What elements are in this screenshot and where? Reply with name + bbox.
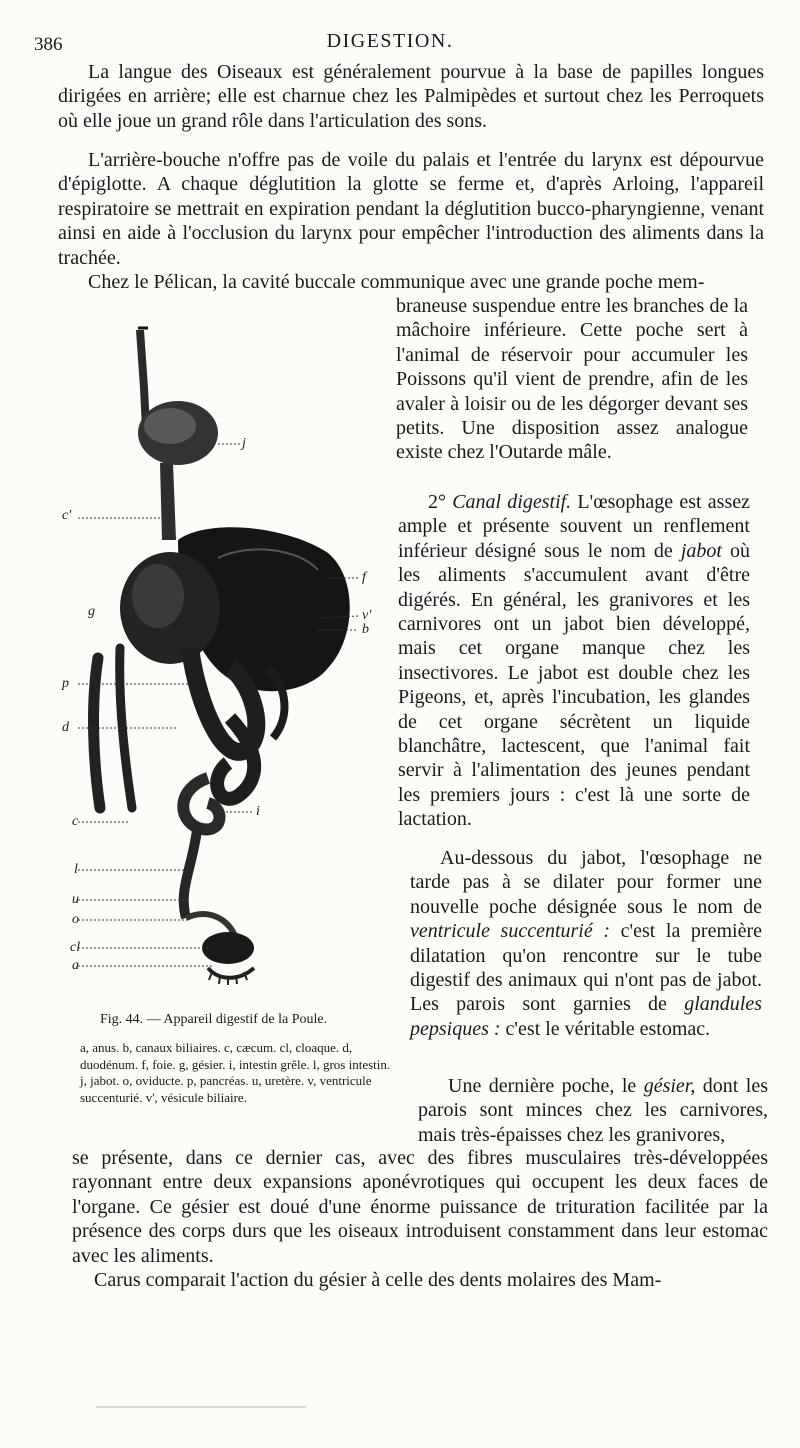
label-cl: cl	[70, 940, 81, 955]
paragraph-pelican-rest: braneuse suspendue entre les branches de la mâchoire inférieure. Cette poche sert à l'animal de réservoir pour accumuler les Poissons qu'il vient de prendre, afin de les avaler à loisir ou de les dégorger devant ses petits. Une disposition assez analogue existe chez l'Outarde mâle.	[396, 295, 748, 464]
paragraph-back-mouth: L'arrière-bouche n'offre pas de voile du palais et l'entrée du larynx est dépourvue d'épiglotte. A chaque déglutition la glotte se ferme et, d'après Arloing, l'appareil respiratoire se mettrait en expiration pendant la déglutition bucco-pharyngienne, venant ainsi en aide à l'occlusion du larynx pour empêcher l'introduction des aliments dans la trachée.	[58, 149, 764, 269]
paragraph-gizzard-start: Une dernière poche, le gésier, dont les parois sont minces chez les carnivores, mais très-épaisses chez les granivores,	[418, 1075, 768, 1146]
label-b: b	[362, 622, 369, 637]
digestive-illustration	[58, 308, 398, 1008]
paragraph-tongue: La langue des Oiseaux est généralement pourvue à la base de papilles longues dirigées en arrière; elle est charnue chez les Palmipèdes et surtout chez les Perroquets où elle joue un grand rôle dans l'articulation des sons.	[58, 61, 764, 132]
label-o: o	[72, 912, 79, 927]
figure-legend: a, anus. b, canaux biliaires. c, cæcum. cl, cloaque. d, duodénum. f, foie. g, gésier. i, intestin grêle. l, gros intestin. j, jabot. o, oviducte. p, pancréas. u, uretère. v, ventricule succenturié. v', vésicule biliaire.	[80, 1040, 391, 1105]
label-c-prime: c'	[62, 508, 72, 523]
label-v-prime: v'	[362, 608, 372, 623]
paragraph-carus: Carus comparait l'action du gésier à celle des dents molaires des Mam-	[94, 1269, 662, 1291]
label-d: d	[62, 720, 69, 735]
label-u: u	[72, 892, 79, 907]
paragraph-gizzard-continued: se présente, dans ce dernier cas, avec des fibres musculaires très-développées rayonnant entre deux expansions aponévrotiques qui occupent les deux faces de l'organe. Ce gésier est doué d'une énorme puissance de trituration facilitée par la présence des corps durs que les oiseaux introduisent constamment dans leur estomac avec les aliments.	[72, 1147, 768, 1267]
label-p: p	[62, 676, 69, 691]
label-j: j	[242, 436, 246, 451]
term-glandules-pepsiques: glandules pepsiques :	[410, 993, 762, 1040]
label-i: i	[256, 804, 260, 819]
paragraph-proventriculus: Au-dessous du jabot, l'œsophage ne tarde pas à se dilater pour former une nouvelle poche désignée sous le nom de ventricule succenturié : c'est la première dilatation qu'on rencontre sur le tube digestif des animaux qui n'ont pas de jabot. Les parois sont garnies de glandules pepsiques : c'est le véritable estomac.	[410, 847, 763, 1040]
label-g: g	[88, 604, 95, 619]
paragraph-digestive-canal: 2° Canal digestif. L'œsophage est assez ample et présente souvent un renflement inférieur désigné sous le nom de jabot où les aliments s'accumulent avant d'être digérés. En général, les granivores et les carnivores ont un jabot bien développé, mais cet organe manque chez les insectivores. Le jabot est double chez les Pigeons, et, après l'incubation, les glandes de cet organe sécrètent un liquide blanchâtre, lactescent, que l'animal fait servir à l'alimentation des jeunes pendant les premiers jours : c'est là une sorte de lactation.	[398, 491, 751, 831]
figure-digestive-apparatus	[58, 308, 398, 1048]
paragraph-pelican-first-line: Chez le Pélican, la cavité buccale communique avec une grande poche mem-	[88, 271, 705, 293]
label-a: a	[72, 958, 79, 973]
label-l: l	[74, 862, 78, 877]
running-title: DIGESTION.	[326, 30, 454, 52]
term-ventricule-succenturie: ventricule succenturié :	[410, 920, 611, 943]
label-f: f	[362, 570, 366, 585]
figure-caption-title: Fig. 44. — Appareil digestif de la Poule.	[100, 1012, 328, 1027]
term-canal-digestif: Canal digestif.	[452, 491, 572, 513]
label-c: c	[72, 814, 79, 829]
term-jabot: jabot	[680, 539, 722, 562]
bleed-through-mark	[96, 1406, 306, 1408]
term-gesier: gésier,	[643, 1075, 696, 1097]
page-number: 386	[34, 34, 63, 55]
